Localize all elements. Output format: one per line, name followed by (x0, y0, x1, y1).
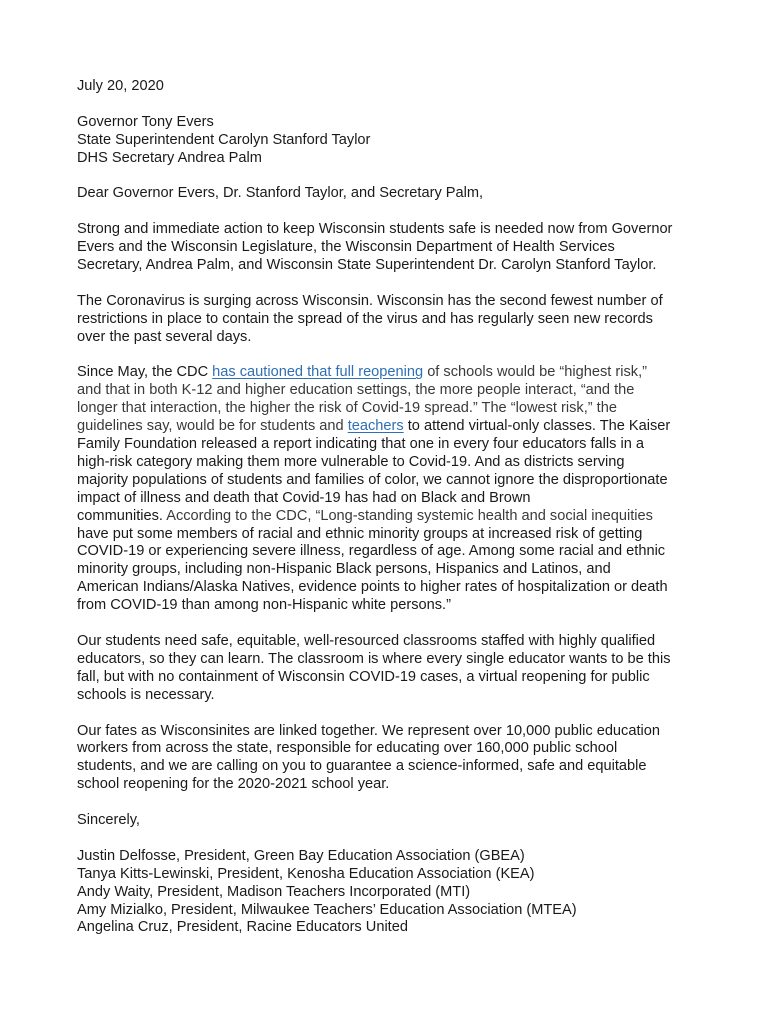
text-fragment: communities. (77, 507, 167, 524)
signatory-line: Justin Delfosse, President, Green Bay Education Association (GBEA) (77, 847, 525, 864)
teachers-link[interactable]: teachers (347, 418, 404, 435)
text-fragment: of schools would be “highest risk,” (423, 364, 648, 381)
paragraph-fates (77, 723, 737, 795)
recipient-line: DHS Secretary Andrea Palm (77, 149, 262, 166)
paragraph-line (77, 418, 737, 436)
paragraph-line: educators, so they can learn. The classroom is where every single educator wants to be this (77, 650, 671, 667)
paragraph-line: minority groups, including non-Hispanic Black persons, Hispanics and Latinos, and (77, 561, 611, 578)
paragraph-surge (77, 293, 737, 347)
signatory-line: Tanya Kitts-Lewinski, President, Kenosha Education Association (KEA) (77, 865, 535, 882)
paragraph-line: fall, but with no containment of Wisconsin COVID-19 cases, a virtual reopening for public (77, 668, 650, 685)
paragraph-line: over the past several days. (77, 328, 252, 345)
paragraph-line: Evers and the Wisconsin Legislature, the Wisconsin Department of Health Services (77, 239, 615, 256)
paragraph-cdc (77, 364, 737, 615)
paragraph-line: American Indians/Alaska Natives, evidence points to higher rates of hospitalization or death (77, 579, 668, 596)
paragraph-line: high-risk category making them more vulnerable to Covid-19. And as districts serving (77, 453, 625, 470)
paragraph-line: and that in both K-12 and higher education settings, the more people interact, “and the (77, 382, 635, 399)
paragraph-line: schools is necessary. (77, 686, 215, 703)
paragraph-line (77, 508, 737, 526)
paragraph-line: Our students need safe, equitable, well-resourced classrooms staffed with highly qualified (77, 633, 656, 649)
paragraph-line (77, 364, 737, 382)
paragraph-line: Family Foundation released a report indicating that one in every four educators falls in a (77, 436, 645, 453)
paragraph-line: Strong and immediate action to keep Wisconsin students safe is needed now from Governor (77, 221, 673, 238)
paragraph-action (77, 221, 737, 275)
paragraph-line: workers from across the state, responsible for educating over 160,000 public school (77, 740, 618, 757)
paragraph-line: Secretary, Andrea Palm, and Wisconsin State Superintendent Dr. Carolyn Stanford Taylor. (77, 257, 657, 274)
paragraph-line: restrictions in place to contain the spread of the virus and has regularly seen new records (77, 310, 653, 327)
recipient-line: State Superintendent Carolyn Stanford Taylor (77, 131, 371, 148)
signatory-line: Amy Mizialko, President, Milwaukee Teachers’ Education Association (MTEA) (77, 901, 577, 918)
letter-date: July 20, 2020 (77, 78, 164, 94)
paragraph-line: Our fates as Wisconsinites are linked together. We represent over 10,000 public education (77, 722, 660, 739)
recipient-line: Governor Tony Evers (77, 113, 214, 130)
paragraph-line: majority populations of students and families of color, we cannot ignore the disproportionate (77, 471, 668, 488)
paragraph-line: students, and we are calling on you to guarantee a science-informed, safe and equitable (77, 758, 647, 775)
paragraph-line: have put some members of racial and ethnic minority groups at increased risk of getting (77, 525, 643, 542)
signatory-line: Andy Waity, President, Madison Teachers Incorporated (MTI) (77, 883, 471, 900)
text-fragment: guidelines say, would be for students and (77, 418, 348, 435)
cdc-cautioned-link[interactable]: has cautioned that full reopening (212, 364, 424, 381)
closing: Sincerely, (77, 812, 140, 829)
paragraph-line: longer that interaction, the higher the risk of Covid-19 spread.” The “lowest risk,” the (77, 400, 617, 417)
paragraph-line: impact of illness and death that Covid-19 has had on Black and Brown (77, 489, 531, 506)
recipient-block (77, 114, 737, 168)
letter-page (77, 78, 737, 937)
paragraph-line: The Coronavirus is surging across Wisconsin. Wisconsin has the second fewest number of (77, 292, 663, 309)
text-fragment: According to the CDC, “Long-standing systemic health and social inequities (166, 507, 653, 524)
signatory-line: Angelina Cruz, President, Racine Educators United (77, 919, 408, 936)
signatory-block (77, 848, 737, 938)
text-fragment: to attend virtual-only classes. The Kaiser (403, 418, 671, 435)
text-fragment: Since May, the CDC (77, 364, 213, 381)
paragraph-classrooms (77, 633, 737, 705)
paragraph-line: from COVID-19 than among non-Hispanic white persons.” (77, 597, 451, 614)
paragraph-line: COVID-19 or experiencing severe illness, regardless of age. Among some racial and ethnic (77, 543, 666, 560)
paragraph-line: school reopening for the 2020-2021 school year. (77, 776, 390, 793)
salutation: Dear Governor Evers, Dr. Stanford Taylor, and Secretary Palm, (77, 185, 484, 202)
